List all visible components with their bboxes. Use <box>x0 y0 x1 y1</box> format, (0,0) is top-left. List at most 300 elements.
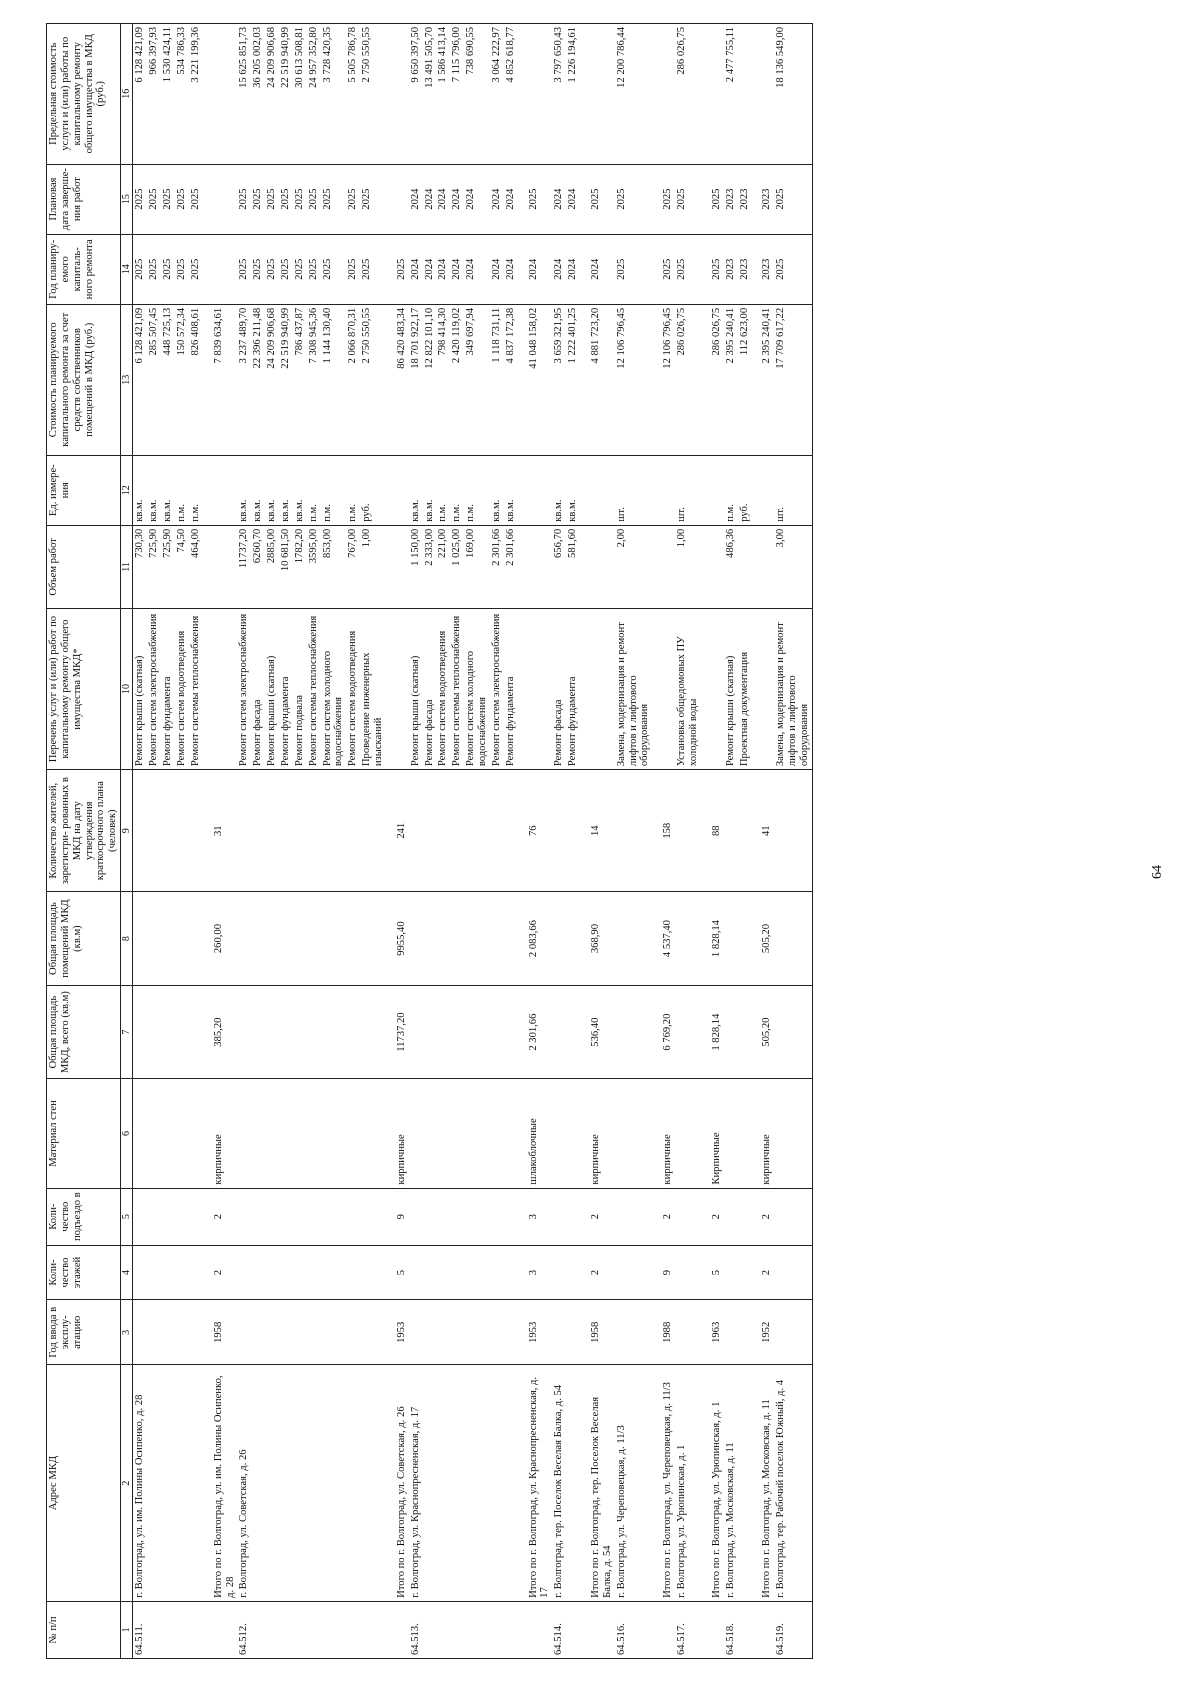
table-cell <box>580 24 615 165</box>
table-row <box>279 24 293 1659</box>
table-cell <box>504 1300 518 1365</box>
table-cell: 64.518. <box>724 1601 738 1658</box>
table-cell: 221,00 <box>436 525 450 608</box>
table-cell <box>504 1601 518 1658</box>
table-cell <box>293 1245 307 1300</box>
table-cell: п.м. <box>464 455 490 525</box>
table-cell <box>175 770 189 892</box>
table-cell <box>265 1245 279 1300</box>
table-cell <box>265 1079 279 1188</box>
table-cell <box>615 1079 653 1188</box>
table-row <box>436 24 450 1659</box>
table-cell: 2025 <box>346 234 360 304</box>
table-cell: 22 519 940,99 <box>279 304 293 455</box>
table-cell <box>321 1365 347 1602</box>
table-cell <box>675 892 701 986</box>
table-cell: 1782,20 <box>293 525 307 608</box>
table-cell <box>386 455 409 525</box>
table-cell <box>293 1601 307 1658</box>
table-cell <box>490 1601 504 1658</box>
table-cell: 150 572,34 <box>175 304 189 455</box>
table-cell <box>161 1245 175 1300</box>
column-header: Ед. измере- ния <box>47 455 121 525</box>
table-cell: 64.519. <box>774 1601 812 1658</box>
table-cell: 2 395 240,41 <box>751 304 774 455</box>
table-cell <box>307 892 321 986</box>
table-cell <box>189 770 203 892</box>
table-cell <box>189 1079 203 1188</box>
table-cell <box>423 1365 437 1602</box>
table-cell <box>133 985 147 1079</box>
column-header: Объем работ <box>47 525 121 608</box>
table-cell <box>265 892 279 986</box>
table-cell: кв.м. <box>161 455 175 525</box>
table-cell: Ремонт фундамента <box>279 608 293 769</box>
column-header: Стоимость планируемого капитального ремонта за счет средств собственников помещений в МКД (руб.) <box>47 304 121 455</box>
table-cell <box>203 525 238 608</box>
table-cell <box>552 1079 566 1188</box>
table-cell <box>552 1245 566 1300</box>
table-cell <box>203 1601 238 1658</box>
table-cell <box>580 455 615 525</box>
table-cell <box>360 770 386 892</box>
table-cell: 2025 <box>580 164 615 234</box>
table-cell: 1 226 194,61 <box>566 24 580 165</box>
table-row <box>409 24 423 1659</box>
table-cell <box>251 985 265 1079</box>
table-cell: кв.м. <box>409 455 423 525</box>
table-cell: 1958 <box>203 1300 238 1365</box>
table-cell: кв.м. <box>279 455 293 525</box>
table-cell <box>423 1188 437 1245</box>
table-cell: 786 437,87 <box>293 304 307 455</box>
table-cell <box>307 1188 321 1245</box>
table-cell: Установка общедомовых ПУ холодной воды <box>675 608 701 769</box>
table-cell: кирпичные <box>652 1079 675 1188</box>
table-cell: кирпичные <box>386 1079 409 1188</box>
table-cell: 2025 <box>147 234 161 304</box>
table-cell <box>615 770 653 892</box>
table-cell <box>147 1079 161 1188</box>
table-cell <box>293 1079 307 1188</box>
table-cell: 2025 <box>251 164 265 234</box>
table-cell <box>265 1365 279 1602</box>
table-cell <box>161 1365 175 1602</box>
table-cell: 7 308 945,36 <box>307 304 321 455</box>
table-cell <box>265 1300 279 1365</box>
table-cell: 6260,70 <box>251 525 265 608</box>
table-row <box>504 24 518 1659</box>
table-row <box>580 24 615 1659</box>
table-cell: Ремонт систем электроснабжения <box>490 608 504 769</box>
table-cell <box>774 1300 812 1365</box>
table-cell <box>237 985 251 1079</box>
table-cell <box>464 1365 490 1602</box>
table-cell <box>321 1079 347 1188</box>
table-cell: 2023 <box>751 164 774 234</box>
table-cell <box>203 608 238 769</box>
table-cell: 3 728 420,35 <box>321 24 347 165</box>
table-cell: 2025 <box>175 164 189 234</box>
table-row <box>552 24 566 1659</box>
table-cell <box>293 1300 307 1365</box>
column-header: Материал стен <box>47 1079 121 1188</box>
table-cell <box>436 1188 450 1245</box>
table-cell: Итого по г. Волгоград, ул. Советская, д. 26 <box>386 1365 409 1602</box>
table-cell: 2025 <box>237 234 251 304</box>
table-cell <box>504 1365 518 1602</box>
table-cell: 2025 <box>675 164 701 234</box>
table-cell <box>566 1079 580 1188</box>
table-cell <box>464 1079 490 1188</box>
table-cell: 2025 <box>652 164 675 234</box>
table-cell: кв.м. <box>133 455 147 525</box>
table-cell: кв.м. <box>423 455 437 525</box>
table-cell: 1952 <box>751 1300 774 1365</box>
table-cell <box>189 1300 203 1365</box>
table-cell <box>518 525 553 608</box>
table-cell <box>279 1188 293 1245</box>
table-cell <box>175 1300 189 1365</box>
table-cell: 505,20 <box>751 892 774 986</box>
table-cell <box>490 985 504 1079</box>
table-cell: 2024 <box>409 164 423 234</box>
table-cell: 2 395 240,41 <box>724 304 738 455</box>
table-cell: п.м. <box>307 455 321 525</box>
table-cell: 2025 <box>133 234 147 304</box>
table-cell <box>307 1300 321 1365</box>
table-cell: 169,00 <box>464 525 490 608</box>
table-cell <box>450 1188 464 1245</box>
table-cell: 2024 <box>504 234 518 304</box>
table-cell: 112 623,00 <box>738 304 752 455</box>
table-cell: 1958 <box>580 1300 615 1365</box>
table-cell: 2024 <box>450 234 464 304</box>
table-cell: 36 205 002,03 <box>251 24 265 165</box>
table-body <box>133 24 813 1659</box>
table-cell: п.м. <box>189 455 203 525</box>
table-cell: Итого по г. Волгоград, тер. Поселок Веселая Балка, д. 54 <box>580 1365 615 1602</box>
table-cell <box>436 1365 450 1602</box>
table-cell <box>175 1188 189 1245</box>
table-cell <box>566 892 580 986</box>
table-cell <box>738 892 752 986</box>
table-cell: 2025 <box>615 234 653 304</box>
column-header: Плановая дата заверше- ния работ <box>47 164 121 234</box>
table-cell <box>147 1601 161 1658</box>
table-cell: кв.м. <box>490 455 504 525</box>
table-cell <box>265 1601 279 1658</box>
table-cell: 31 <box>203 770 238 892</box>
table-row <box>307 24 321 1659</box>
table-cell <box>423 770 437 892</box>
table-cell <box>175 1601 189 1658</box>
table-cell: шт. <box>774 455 812 525</box>
table-cell: 2 <box>751 1188 774 1245</box>
table-cell <box>652 455 675 525</box>
table-cell: 853,00 <box>321 525 347 608</box>
table-cell: 2025 <box>701 234 724 304</box>
table-cell: 11737,20 <box>386 985 409 1079</box>
table-cell: 1 144 130,40 <box>321 304 347 455</box>
table-cell <box>450 1245 464 1300</box>
table-cell: 2,00 <box>615 525 653 608</box>
table-cell <box>738 1188 752 1245</box>
table-cell: 2 301,66 <box>504 525 518 608</box>
table-cell: 2024 <box>464 164 490 234</box>
table-cell: 2025 <box>518 164 553 234</box>
table-cell <box>133 770 147 892</box>
table-cell: кв.м. <box>265 455 279 525</box>
table-cell <box>133 1188 147 1245</box>
table-cell <box>518 1601 553 1658</box>
table-cell <box>615 892 653 986</box>
table-cell <box>279 1601 293 1658</box>
table-cell: кирпичные <box>203 1079 238 1188</box>
table-cell: руб. <box>360 455 386 525</box>
table-cell: 2025 <box>175 234 189 304</box>
table-cell <box>175 1079 189 1188</box>
table-cell: 2025 <box>265 234 279 304</box>
table-cell: 64.512. <box>237 1601 251 1658</box>
table-cell <box>409 985 423 1079</box>
header-row <box>47 24 121 1659</box>
table-cell: 3 064 222,97 <box>490 24 504 165</box>
column-header: Адрес МКД <box>47 1365 121 1602</box>
table-cell: 2 <box>203 1245 238 1300</box>
table-cell <box>738 24 752 165</box>
table-cell <box>464 1300 490 1365</box>
table-row <box>652 24 675 1659</box>
table-cell: 2025 <box>161 164 175 234</box>
table-cell <box>464 1601 490 1658</box>
table-cell: 3595,00 <box>307 525 321 608</box>
table-cell <box>450 1365 464 1602</box>
table-cell <box>566 1245 580 1300</box>
table-cell <box>237 892 251 986</box>
table-row <box>738 24 752 1659</box>
table-cell: 2025 <box>293 164 307 234</box>
table-cell <box>490 1079 504 1188</box>
table-cell <box>203 24 238 165</box>
table-cell <box>237 1188 251 1245</box>
table-cell: 286 026,75 <box>701 304 724 455</box>
table-cell: 2025 <box>360 234 386 304</box>
table-cell <box>147 892 161 986</box>
table-cell: 2024 <box>436 234 450 304</box>
table-cell <box>321 1188 347 1245</box>
table-cell: 2 301,66 <box>518 985 553 1079</box>
table-cell: 24 209 906,68 <box>265 304 279 455</box>
table-cell: 656,70 <box>552 525 566 608</box>
table-cell: 368,90 <box>580 892 615 986</box>
table-cell: 2 <box>580 1188 615 1245</box>
table-cell: 2025 <box>265 164 279 234</box>
table-cell: 2024 <box>450 164 464 234</box>
table-row <box>774 24 812 1659</box>
table-cell <box>552 770 566 892</box>
table-cell <box>265 985 279 1079</box>
table-cell: 2024 <box>566 234 580 304</box>
table-cell: 2024 <box>436 164 450 234</box>
table-cell <box>346 1300 360 1365</box>
column-header: Предельная стоимость услуги и (или) работы по капитальному ремонту общего имущества в МКД (руб.) <box>47 24 121 165</box>
table-cell: 41 048 158,02 <box>518 304 553 455</box>
table-cell <box>161 1188 175 1245</box>
table-cell <box>279 1300 293 1365</box>
table-cell <box>307 770 321 892</box>
table-cell <box>738 770 752 892</box>
table-cell <box>321 770 347 892</box>
table-cell <box>615 1300 653 1365</box>
table-cell <box>724 892 738 986</box>
table-cell: 2885,00 <box>265 525 279 608</box>
table-cell: 24 209 906,68 <box>265 24 279 165</box>
table-cell: 2025 <box>279 234 293 304</box>
table-cell: 4 881 723,20 <box>580 304 615 455</box>
table-cell: 11737,20 <box>237 525 251 608</box>
table-cell: 9955,40 <box>386 892 409 986</box>
table-cell: 534 786,33 <box>175 24 189 165</box>
table-cell: 2025 <box>147 164 161 234</box>
table-cell: п.м. <box>175 455 189 525</box>
table-cell: кв.м. <box>504 455 518 525</box>
table-cell <box>490 1245 504 1300</box>
table-cell: 9 650 397,50 <box>409 24 423 165</box>
table-cell: 2023 <box>724 164 738 234</box>
table-cell <box>360 985 386 1079</box>
table-cell <box>701 455 724 525</box>
table-cell: 2023 <box>724 234 738 304</box>
table-cell <box>321 1245 347 1300</box>
table-cell <box>490 1300 504 1365</box>
table-cell <box>675 1245 701 1300</box>
table-cell: 2024 <box>518 234 553 304</box>
column-number: 1 <box>121 1601 133 1658</box>
table-cell <box>409 1188 423 1245</box>
table-cell: 5 <box>386 1245 409 1300</box>
table-cell <box>133 1300 147 1365</box>
table-cell: 12 200 786,44 <box>615 24 653 165</box>
table-cell: Ремонт систем водоотведения <box>175 608 189 769</box>
table-cell: 2 420 119,02 <box>450 304 464 455</box>
table-cell <box>738 1300 752 1365</box>
table-cell: 966 397,93 <box>147 24 161 165</box>
table-cell <box>464 985 490 1079</box>
page-number: 64 <box>1150 865 1165 879</box>
table-cell: 2025 <box>386 234 409 304</box>
table-cell <box>423 1245 437 1300</box>
table-cell <box>386 164 409 234</box>
table-row <box>701 24 724 1659</box>
table-cell: 30 613 508,81 <box>293 24 307 165</box>
table-cell: 64.513. <box>409 1601 423 1658</box>
table-cell <box>237 1079 251 1188</box>
table-cell <box>189 892 203 986</box>
table-row <box>566 24 580 1659</box>
table-cell <box>175 1365 189 1602</box>
table-cell: 2 477 755,11 <box>724 24 738 165</box>
table-row <box>265 24 279 1659</box>
table-cell <box>738 985 752 1079</box>
table-cell <box>675 1188 701 1245</box>
table-cell: Ремонт систем водоотведения <box>436 608 450 769</box>
column-header: Год ввода в эксплу- атацию <box>47 1300 121 1365</box>
column-header: Коли- чество этажей <box>47 1245 121 1300</box>
column-number: 11 <box>121 525 133 608</box>
table-cell <box>161 892 175 986</box>
table-cell <box>738 1365 752 1602</box>
column-header: Перечень услуг и (или) работ по капитальному ремонту общего имущества МКД* <box>47 608 121 769</box>
table-cell <box>386 24 409 165</box>
table-cell: 1953 <box>518 1300 553 1365</box>
table-cell <box>293 1188 307 1245</box>
table-cell <box>738 1079 752 1188</box>
table-cell: шт. <box>675 455 701 525</box>
table-cell <box>423 1300 437 1365</box>
table-cell: Кирпичные <box>701 1079 724 1188</box>
table-cell: кв.м. <box>552 455 566 525</box>
table-cell <box>566 1365 580 1602</box>
table-cell <box>409 1079 423 1188</box>
table-cell: 9 <box>386 1188 409 1245</box>
column-number: 4 <box>121 1245 133 1300</box>
column-number: 14 <box>121 234 133 304</box>
table-row <box>490 24 504 1659</box>
table-cell <box>724 770 738 892</box>
table-cell: 7 839 634,61 <box>203 304 238 455</box>
table-cell: 2024 <box>464 234 490 304</box>
table-cell <box>436 770 450 892</box>
table-cell: 286 026,75 <box>675 304 701 455</box>
table-cell: 6 128 421,09 <box>133 304 147 455</box>
table-row <box>237 24 251 1659</box>
table-cell: 1,00 <box>360 525 386 608</box>
table-cell <box>738 1245 752 1300</box>
table-cell: 2025 <box>701 164 724 234</box>
table-cell <box>321 985 347 1079</box>
table-cell <box>161 770 175 892</box>
table-cell: 725,90 <box>161 525 175 608</box>
table-cell: 13 491 505,70 <box>423 24 437 165</box>
table-cell: Ремонт крыши (скатная) <box>265 608 279 769</box>
table-cell: 2 301,66 <box>490 525 504 608</box>
table-cell: г. Волгоград, тер. Рабочий поселок Южный, д. 4 <box>774 1365 812 1602</box>
table-row <box>251 24 265 1659</box>
table-cell <box>423 1079 437 1188</box>
table-cell: 1 828,14 <box>701 985 724 1079</box>
table-cell: Ремонт систем водоотведения <box>346 608 360 769</box>
column-number-row <box>121 24 133 1659</box>
table-cell: п.м. <box>450 455 464 525</box>
table-cell <box>293 985 307 1079</box>
table-cell: 1 150,00 <box>409 525 423 608</box>
table-cell: г. Волгоград, тер. Поселок Веселая Балка, д. 54 <box>552 1365 566 1602</box>
table-cell <box>409 892 423 986</box>
table-cell <box>701 608 724 769</box>
table-cell: 3 221 199,36 <box>189 24 203 165</box>
table-cell <box>147 1365 161 1602</box>
table-cell: г. Волгоград, ул. Московская, д. 11 <box>724 1365 738 1602</box>
table-cell <box>321 892 347 986</box>
column-number: 10 <box>121 608 133 769</box>
table-cell: 2 <box>701 1188 724 1245</box>
table-cell: Ремонт крыши (скатная) <box>724 608 738 769</box>
table-cell <box>251 1601 265 1658</box>
table-cell <box>450 1601 464 1658</box>
column-number: 8 <box>121 892 133 986</box>
table-cell: 767,00 <box>346 525 360 608</box>
